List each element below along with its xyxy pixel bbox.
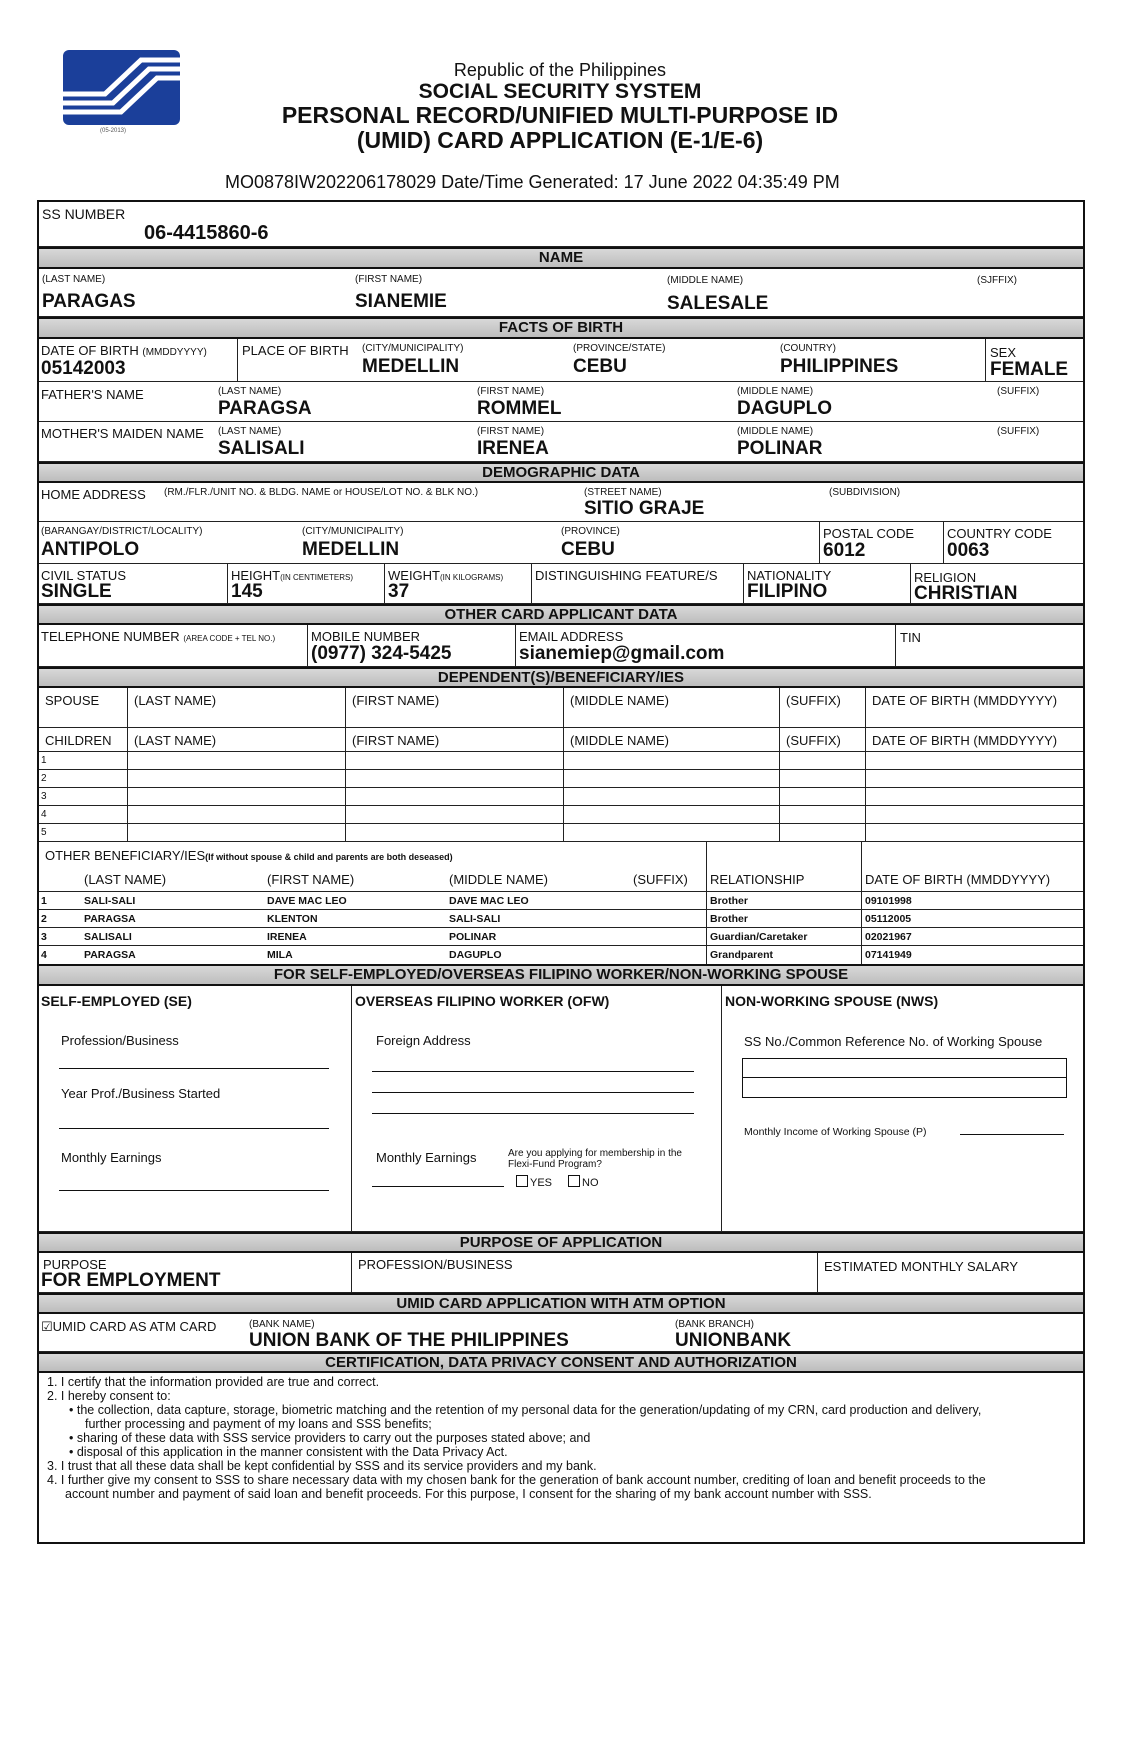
father-row <box>39 382 1083 422</box>
religion-value: CHRISTIAN <box>914 583 1018 604</box>
father-first-value: ROMMEL <box>477 398 562 419</box>
child-row <box>39 806 1083 824</box>
salary-label: ESTIMATED MONTHLY SALARY <box>824 1259 1019 1274</box>
last-name-value: PARAGAS <box>42 291 136 312</box>
section-purpose: PURPOSE OF APPLICATION <box>39 1232 1083 1253</box>
spouse-first-label: (FIRST NAME) <box>352 693 440 708</box>
section-certification: CERTIFICATION, DATA PRIVACY CONSENT AND AUTHORIZATION <box>39 1352 1083 1373</box>
birth-row <box>39 339 1083 382</box>
certification-text <box>47 1375 1073 1501</box>
section-demographic: DEMOGRAPHIC DATA <box>39 462 1083 483</box>
cert-bullet: • disposal of this application in the manner consistent with the Data Privacy Act. <box>69 1445 508 1459</box>
child-suffix-label: (SUFFIX) <box>786 733 841 748</box>
nationality-label: NATIONALITY <box>747 568 832 583</box>
checkbox-icon[interactable] <box>568 1175 580 1187</box>
child-row <box>39 770 1083 788</box>
father-first-label: (FIRST NAME) <box>477 386 545 397</box>
city-label: (CITY/MUNICIPALITY) <box>302 526 404 537</box>
se-profession-label: Profession/Business <box>61 1033 179 1048</box>
sss-logo <box>63 50 180 125</box>
nws-panel <box>721 986 1083 1231</box>
mother-last-label: (LAST NAME) <box>218 426 282 437</box>
postal-code-value: 6012 <box>823 540 866 561</box>
spouse-suffix-label: (SUFFIX) <box>786 693 841 708</box>
cert-bullet-cont: further processing and payment of my loans and SSS benefits; <box>85 1417 432 1431</box>
beneficiary-middle: POLINAR <box>449 931 497 943</box>
other-first-label: (FIRST NAME) <box>267 872 355 887</box>
beneficiary-number: 1 <box>41 895 47 907</box>
header-republic: Republic of the Philippines <box>453 60 667 80</box>
beneficiary-dob: 05112005 <box>865 913 912 925</box>
bank-branch-value: UNIONBANK <box>675 1330 792 1351</box>
spouse-label: SPOUSE <box>45 693 100 708</box>
mother-middle-label: (MIDDLE NAME) <box>737 426 814 437</box>
home-address-row <box>39 483 1083 522</box>
mother-middle-value: POLINAR <box>737 438 823 459</box>
nws-ss-label: SS No./Common Reference No. of Working Spouse <box>744 1034 1043 1049</box>
beneficiary-last: SALISALI <box>84 931 132 943</box>
purpose-value: FOR EMPLOYMENT <box>41 1270 221 1291</box>
civil-status-row <box>39 564 1083 604</box>
ofw-address-line-3[interactable] <box>372 1113 694 1114</box>
father-label: FATHER'S NAME <box>41 387 144 402</box>
distinguishing-features-label: DISTINGUISHING FEATURE/S <box>535 568 718 583</box>
section-dependents: DEPENDENT(S)/BENEFICIARY/IES <box>39 667 1083 688</box>
checked-checkbox-icon[interactable]: ☑ <box>41 1319 53 1334</box>
name-row <box>39 269 1083 317</box>
pob-label: PLACE OF BIRTH <box>242 343 349 358</box>
unit-label: (RM./FLR./UNIT NO. & BLDG. NAME or HOUSE/LOT NO. & BLK NO.) <box>164 487 479 498</box>
beneficiary-number: 2 <box>41 913 47 925</box>
beneficiary-dob: 02021967 <box>865 931 912 943</box>
middle-name-value: SALESALE <box>667 293 769 314</box>
beneficiary-number: 4 <box>41 949 47 961</box>
birth-city-value: MEDELLIN <box>362 356 460 377</box>
beneficiary-last: SALI-SALI <box>84 895 136 907</box>
other-beneficiaries-header <box>39 842 1083 892</box>
cert-bullet: • the collection, data capture, storage, biometric matching and the retention of my personal data for the generation/updating of my CRN, card production and delivery, <box>69 1403 982 1417</box>
mother-label: MOTHER'S MAIDEN NAME <box>41 426 204 441</box>
ofw-panel <box>351 986 721 1231</box>
se-title: SELF-EMPLOYED (SE) <box>41 993 192 1009</box>
mother-suffix-label: (SUFFIX) <box>997 426 1040 437</box>
beneficiary-row <box>39 910 1083 928</box>
ss-number-label: SS NUMBER <box>42 206 126 222</box>
birth-country-label: (COUNTRY) <box>780 343 836 354</box>
form-title: PERSONAL RECORD/UNIFIED MULTI-PURPOSE ID <box>281 102 839 128</box>
beneficiary-relationship: Grandparent <box>710 949 774 961</box>
contact-row <box>39 625 1083 667</box>
application-form <box>37 200 1085 1544</box>
middle-name-label: (MIDDLE NAME) <box>667 275 744 286</box>
other-middle-label: (MIDDLE NAME) <box>449 872 548 887</box>
se-year-line[interactable] <box>59 1128 329 1129</box>
se-profession-line[interactable] <box>59 1068 329 1069</box>
beneficiary-first: DAVE MAC LEO <box>267 895 347 907</box>
bank-name-label: (BANK NAME) <box>249 1319 315 1330</box>
nws-title: NON-WORKING SPOUSE (NWS) <box>725 993 939 1009</box>
locality-row <box>39 522 1083 564</box>
city-value: MEDELLIN <box>302 539 400 560</box>
sex-value: FEMALE <box>990 359 1069 380</box>
children-label: CHILDREN <box>45 733 112 748</box>
ofw-earnings-label: Monthly Earnings <box>376 1150 477 1165</box>
ofw-title: OVERSEAS FILIPINO WORKER (OFW) <box>355 993 610 1009</box>
beneficiary-number: 3 <box>41 931 47 943</box>
father-last-value: PARAGSA <box>218 398 312 419</box>
beneficiary-first: IRENEA <box>267 931 307 943</box>
mother-last-value: SALISALI <box>218 438 305 459</box>
birth-province-label: (PROVINCE/STATE) <box>573 343 666 354</box>
spouse-middle-label: (MIDDLE NAME) <box>570 693 669 708</box>
child-row-number: 4 <box>41 809 47 820</box>
beneficiary-first: MILA <box>267 949 293 961</box>
other-suffix-label: (SUFFIX) <box>633 872 688 887</box>
section-name: NAME <box>39 247 1083 269</box>
street-value: SITIO GRAJE <box>584 498 705 519</box>
beneficiary-relationship: Brother <box>710 913 748 925</box>
sex-cell <box>985 339 1083 381</box>
child-last-label: (LAST NAME) <box>134 733 217 748</box>
last-name-label: (LAST NAME) <box>42 274 106 285</box>
beneficiary-middle: SALI-SALI <box>449 913 501 925</box>
child-row <box>39 824 1083 842</box>
profession-label: PROFESSION/BUSINESS <box>358 1257 513 1272</box>
child-first-label: (FIRST NAME) <box>352 733 440 748</box>
purpose-label: PURPOSE <box>43 1257 107 1272</box>
cert-item: 2. I hereby consent to: <box>47 1389 171 1403</box>
child-middle-label: (MIDDLE NAME) <box>570 733 669 748</box>
tin-label: TIN <box>900 630 921 645</box>
telephone-label: TELEPHONE NUMBER (AREA CODE + TEL NO.) <box>41 629 276 644</box>
flexi-fund-question: Are you applying for membership in the Flexi-Fund Program? <box>508 1148 682 1170</box>
mother-first-label: (FIRST NAME) <box>477 426 545 437</box>
mother-row <box>39 422 1083 462</box>
nationality-value: FILIPINO <box>747 581 828 602</box>
beneficiary-middle: DAVE MAC LEO <box>449 895 529 907</box>
other-last-label: (LAST NAME) <box>84 872 167 887</box>
birth-country-value: PHILIPPINES <box>780 356 899 377</box>
self-employed-panel <box>39 986 351 1231</box>
child-row <box>39 788 1083 806</box>
barangay-value: ANTIPOLO <box>41 539 140 560</box>
se-year-label: Year Prof./Business Started <box>61 1086 221 1101</box>
cert-item: 3. I trust that all these data shall be kept confidential by SSS and its service providers and my bank. <box>47 1459 597 1473</box>
other-beneficiaries-label: OTHER BENEFICIARY/IES(If without spouse & child and parents are both deseased) <box>45 848 453 863</box>
se-earnings-label: Monthly Earnings <box>61 1150 162 1165</box>
birth-city-label: (CITY/MUNICIPALITY) <box>362 343 464 354</box>
child-row <box>39 752 1083 770</box>
dob-value: 05142003 <box>41 358 126 379</box>
flexi-no-option[interactable]: NO <box>568 1175 599 1189</box>
child-dob-label: DATE OF BIRTH (MMDDYYYY) <box>872 733 1058 748</box>
first-name-value: SIANEMIE <box>355 291 447 312</box>
country-code-label: COUNTRY CODE <box>947 526 1052 541</box>
purpose-row <box>39 1253 1083 1293</box>
sex-label: SEX <box>990 345 1017 360</box>
province-label: (PROVINCE) <box>561 526 620 537</box>
mobile-label: MOBILE NUMBER <box>311 629 421 644</box>
ss-number-row <box>39 202 1083 247</box>
barangay-label: (BARANGAY/DISTRICT/LOCALITY) <box>41 526 203 537</box>
reference-line: MO0878IW202206178029 Date/Time Generated: 17 June 2022 04:35:49 PM <box>225 172 840 192</box>
weight-value: 37 <box>388 581 410 602</box>
email-value: sianemiep@gmail.com <box>519 643 725 664</box>
religion-label: RELIGION <box>914 570 977 585</box>
postal-code-label: POSTAL CODE <box>823 526 915 541</box>
civil-status-label: CIVIL STATUS <box>41 568 126 583</box>
cert-item: 1. I certify that the information provided are true and correct. <box>47 1375 380 1389</box>
province-value: CEBU <box>561 539 615 560</box>
beneficiary-first: KLENTON <box>267 913 318 925</box>
civil-status-value: SINGLE <box>41 581 112 602</box>
beneficiary-row <box>39 892 1083 910</box>
bank-branch-label: (BANK BRANCH) <box>675 1319 754 1330</box>
section-facts-of-birth: FACTS OF BIRTH <box>39 317 1083 339</box>
father-suffix-label: (SUFFIX) <box>997 386 1040 397</box>
beneficiary-last: PARAGSA <box>84 949 136 961</box>
child-row-number: 5 <box>41 827 47 838</box>
beneficiary-dob: 09101998 <box>865 895 912 907</box>
height-value: 145 <box>231 581 263 602</box>
street-label: (STREET NAME) <box>584 487 662 498</box>
mother-first-value: IRENEA <box>477 438 549 459</box>
atm-row <box>39 1314 1083 1352</box>
father-last-label: (LAST NAME) <box>218 386 282 397</box>
weight-label: WEIGHT(IN KILOGRAMS) <box>388 568 504 583</box>
country-code-value: 0063 <box>947 540 990 561</box>
email-label: EMAIL ADDRESS <box>519 629 624 644</box>
first-name-label: (FIRST NAME) <box>355 274 423 285</box>
beneficiary-middle: DAGUPLO <box>449 949 502 961</box>
flexi-yes-option[interactable]: YES <box>516 1175 552 1189</box>
cert-bullet: • sharing of these data with SSS service providers to carry out the purposes stated above; and <box>69 1431 591 1445</box>
height-label: HEIGHT(IN CENTIMETERS) <box>231 568 354 583</box>
nws-income-line[interactable] <box>960 1134 1064 1135</box>
nws-income-label: Monthly Income of Working Spouse (P) <box>744 1126 927 1138</box>
father-middle-value: DAGUPLO <box>737 398 832 419</box>
section-atm-option: UMID CARD APPLICATION WITH ATM OPTION <box>39 1293 1083 1314</box>
subdivision-label: (SUBDIVISION) <box>829 487 901 498</box>
child-row-number: 1 <box>41 755 47 766</box>
children-header-row <box>39 728 1083 752</box>
beneficiary-relationship: Guardian/Caretaker <box>710 931 808 943</box>
umid-atm-checkbox[interactable]: ☑UMID CARD AS ATM CARD <box>41 1319 217 1334</box>
spouse-row <box>39 688 1083 728</box>
ofw-earnings-line[interactable] <box>372 1186 504 1187</box>
ss-number-value: 06-4415860-6 <box>144 222 269 244</box>
suffix-label: (SJFFIX) <box>977 275 1017 286</box>
checkbox-icon[interactable] <box>516 1175 528 1187</box>
section-special-members: FOR SELF-EMPLOYED/OVERSEAS FILIPINO WORKER/NON-WORKING SPOUSE <box>39 964 1083 986</box>
bank-name-value: UNION BANK OF THE PHILIPPINES <box>249 1330 569 1351</box>
father-middle-label: (MIDDLE NAME) <box>737 386 814 397</box>
form-subtitle: (UMID) CARD APPLICATION (E-1/E-6) <box>356 127 764 153</box>
beneficiary-row <box>39 946 1083 964</box>
beneficiary-relationship: Brother <box>710 895 748 907</box>
spouse-last-label: (LAST NAME) <box>134 693 217 708</box>
spouse-dob-label: DATE OF BIRTH (MMDDYYYY) <box>872 693 1058 708</box>
nws-ss-input[interactable] <box>742 1058 1067 1098</box>
cert-item-cont: account number and payment of said loan and benefit proceeds. For this purpose, I consent for the sharing of my bank account number with SSS. <box>65 1487 872 1501</box>
child-row-number: 3 <box>41 791 47 802</box>
child-row-number: 2 <box>41 773 47 784</box>
other-dob-label: DATE OF BIRTH (MMDDYYYY) <box>865 872 1051 887</box>
header-agency: SOCIAL SECURITY SYSTEM <box>418 80 702 103</box>
ofw-address-line-2[interactable] <box>372 1092 694 1093</box>
beneficiary-row <box>39 928 1083 946</box>
ofw-address-line-1[interactable] <box>372 1071 694 1072</box>
dob-label: DATE OF BIRTH (MMDDYYYY) <box>41 343 207 358</box>
se-earnings-line[interactable] <box>59 1190 329 1191</box>
logo-caption: (05-2013) <box>100 128 127 134</box>
mobile-value: (0977) 324-5425 <box>311 643 452 664</box>
beneficiary-last: PARAGSA <box>84 913 136 925</box>
section-other-card-data: OTHER CARD APPLICANT DATA <box>39 604 1083 625</box>
cert-item: 4. I further give my consent to SSS to share necessary data with my chosen bank for the generation of bank account number, crediting of loan and benefit proceeds to the <box>47 1473 986 1487</box>
beneficiary-dob: 07141949 <box>865 949 912 961</box>
birth-province-value: CEBU <box>573 356 627 377</box>
special-members-row <box>39 986 1083 1232</box>
relationship-label: RELATIONSHIP <box>710 872 805 887</box>
ofw-address-label: Foreign Address <box>376 1033 471 1048</box>
home-address-label: HOME ADDRESS <box>41 487 146 502</box>
